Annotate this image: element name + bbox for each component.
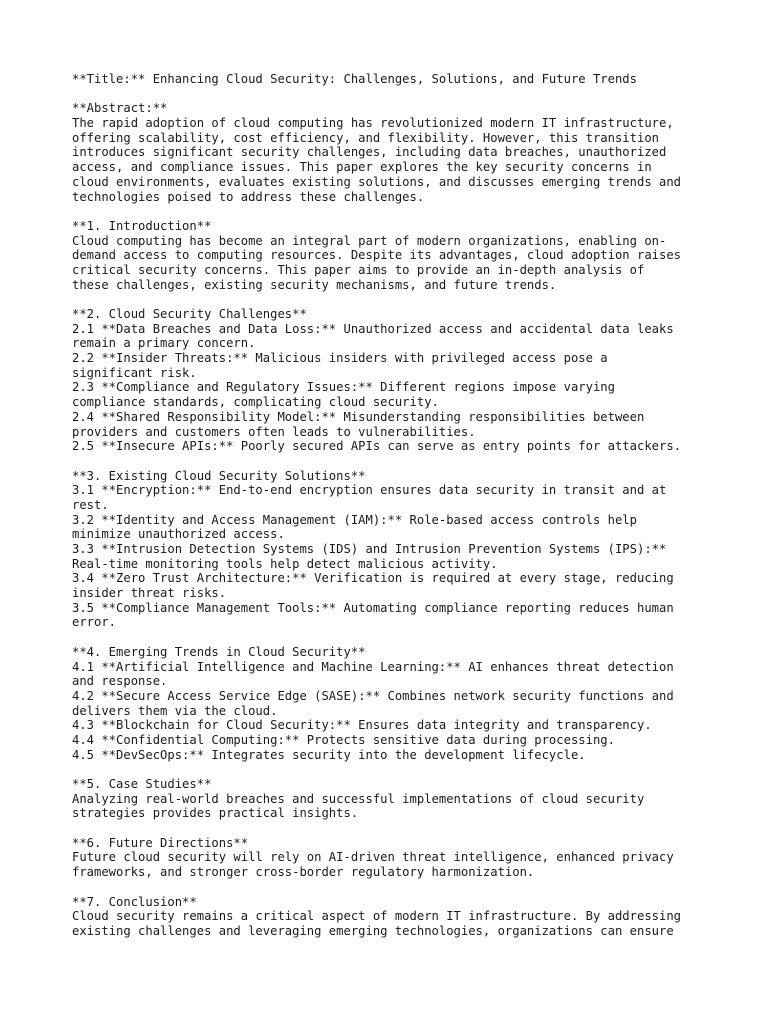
- abstract-line: The rapid adoption of cloud computing has revolutionized modern IT infrastructure,: [72, 116, 674, 131]
- abstract-line: technologies poised to address these challenges.: [72, 189, 425, 204]
- section-line: compliance standards, complicating cloud security.: [72, 395, 439, 410]
- section-line: minimize unauthorized access.: [72, 527, 285, 542]
- section-line: providers and customers often leads to vulnerabilities.: [72, 424, 476, 439]
- section-line: 2.2 **Insider Threats:** Malicious insiders with privileged access pose a: [72, 351, 608, 366]
- section-heading: **1. Introduction**: [72, 218, 212, 233]
- section-line: 3.1 **Encryption:** End-to-end encryption ensures data security in transit and at: [72, 483, 667, 498]
- section-challenges: [72, 307, 712, 454]
- section-heading: **5. Case Studies**: [72, 777, 212, 791]
- section-line: Cloud security remains a critical aspect of modern IT infrastructure. By addressing: [72, 909, 682, 924]
- section-line: 2.1 **Data Breaches and Data Loss:** Unauthorized access and accidental data leaks: [72, 321, 674, 336]
- section-line: 3.2 **Identity and Access Management (IAM):** Role-based access controls help: [72, 512, 637, 527]
- section-line: 4.5 **DevSecOps:** Integrates security into the development lifecycle.: [72, 747, 586, 762]
- section-line: existing challenges and leveraging emerging technologies, organizations can ensure: [72, 923, 674, 938]
- section-line: rest.: [72, 497, 109, 512]
- section-conclusion: [72, 895, 712, 939]
- section-line: 4.1 **Artificial Intelligence and Machine Learning:** AI enhances threat detection: [72, 659, 674, 674]
- abstract-block: [72, 101, 712, 204]
- abstract-line: introduces significant security challenges, including data breaches, unauthorized: [72, 145, 667, 160]
- section-line: remain a primary concern.: [72, 336, 256, 351]
- section-line: 4.2 **Secure Access Service Edge (SASE):** Combines network security functions and: [72, 688, 674, 703]
- section-line: insider threat risks.: [72, 586, 227, 601]
- section-line: frameworks, and stronger cross-border regulatory harmonization.: [72, 865, 535, 880]
- section-line: 2.3 **Compliance and Regulatory Issues:** Different regions impose varying: [72, 380, 615, 395]
- section-heading: **6. Future Directions**: [72, 835, 249, 850]
- section-solutions: [72, 469, 712, 631]
- document-title: **Title:** Enhancing Cloud Security: Challenges, Solutions, and Future Trends: [72, 72, 637, 86]
- section-line: 4.3 **Blockchain for Cloud Security:** Ensures data integrity and transparency.: [72, 718, 652, 733]
- section-emerging-trends: [72, 645, 712, 763]
- section-line: strategies provides practical insights.: [72, 806, 359, 821]
- section-line: 3.3 **Intrusion Detection Systems (IDS) and Intrusion Prevention Systems (IPS):**: [72, 542, 667, 556]
- section-line: 3.4 **Zero Trust Architecture:** Verification is required at every stage, reducing: [72, 571, 674, 586]
- section-case-studies: [72, 777, 712, 821]
- section-future-directions: [72, 836, 712, 880]
- abstract-heading: **Abstract:**: [72, 101, 168, 116]
- section-line: error.: [72, 615, 117, 630]
- section-line: delivers them via the cloud.: [72, 703, 278, 718]
- section-line: 2.4 **Shared Responsibility Model:** Misunderstanding responsibilities between: [72, 409, 645, 424]
- title-block: [72, 72, 712, 87]
- section-line: Real-time monitoring tools help detect malicious activity.: [72, 556, 498, 571]
- section-line: Future cloud security will rely on AI-driven threat intelligence, enhanced privacy: [72, 850, 674, 865]
- section-line: 2.5 **Insecure APIs:** Poorly secured APIs can serve as entry points for attackers.: [72, 439, 682, 454]
- abstract-line: offering scalability, cost efficiency, and flexibility. However, this transition: [72, 130, 659, 145]
- section-line: these challenges, existing security mechanisms, and future trends.: [72, 277, 557, 292]
- document-page: [72, 72, 712, 953]
- section-line: 4.4 **Confidential Computing:** Protects sensitive data during processing.: [72, 732, 615, 747]
- section-heading: **2. Cloud Security Challenges**: [72, 307, 307, 321]
- abstract-line: cloud environments, evaluates existing solutions, and discusses emerging trends and: [72, 174, 682, 189]
- section-heading: **7. Conclusion**: [72, 894, 197, 909]
- section-line: 3.5 **Compliance Management Tools:** Automating compliance reporting reduces human: [72, 600, 674, 615]
- section-heading: **4. Emerging Trends in Cloud Security**: [72, 644, 366, 659]
- section-line: significant risk.: [72, 365, 197, 380]
- section-heading: **3. Existing Cloud Security Solutions**: [72, 468, 366, 483]
- section-line: Cloud computing has become an integral part of modern organizations, enabling on-: [72, 233, 667, 248]
- section-line: critical security concerns. This paper aims to provide an in-depth analysis of: [72, 262, 645, 277]
- abstract-line: access, and compliance issues. This paper explores the key security concerns in: [72, 160, 652, 175]
- section-line: and response.: [72, 674, 168, 689]
- section-introduction: [72, 219, 712, 292]
- section-line: demand access to computing resources. Despite its advantages, cloud adoption raises: [72, 248, 682, 263]
- section-line: Analyzing real-world breaches and successful implementations of cloud security: [72, 791, 645, 806]
